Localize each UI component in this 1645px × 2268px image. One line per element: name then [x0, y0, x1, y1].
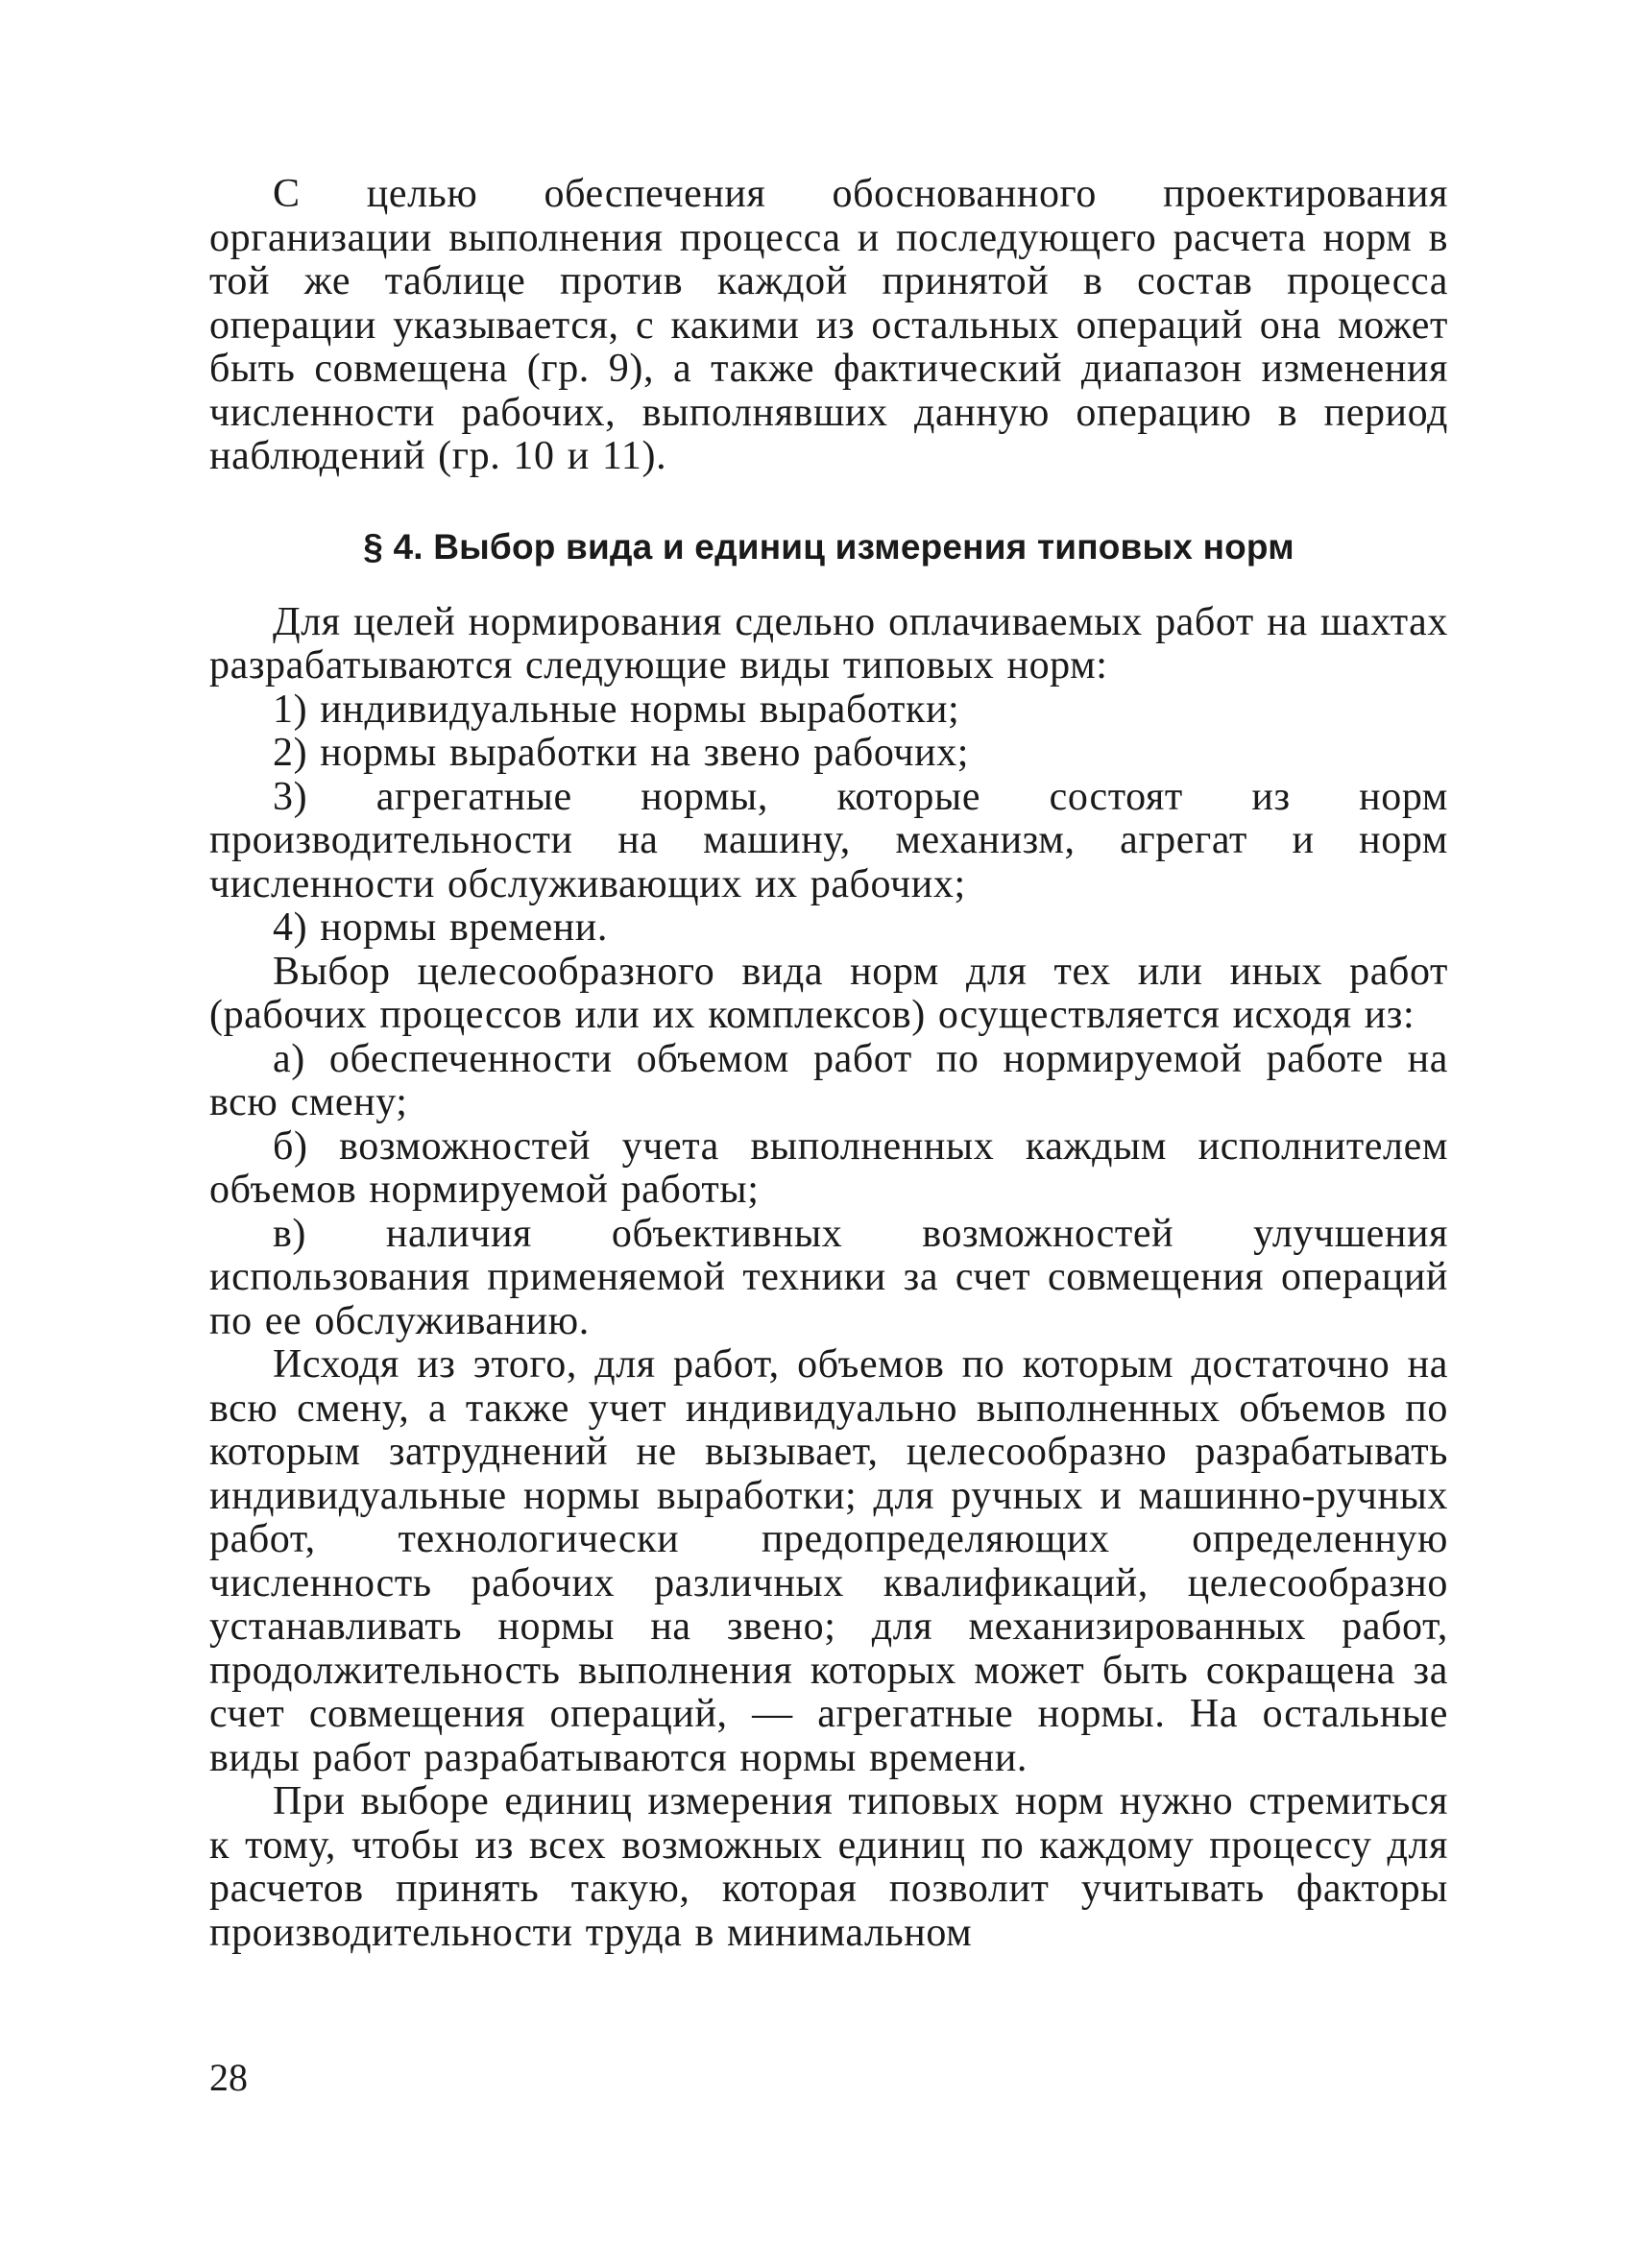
- norm-type-item: 1) индивидуальные нормы выработки;: [273, 687, 960, 732]
- criteria-item: а) обеспеченности объемом работ по нормируемой работе на всю смену;: [209, 1036, 1448, 1124]
- norm-type-item: 3) агрегатные нормы, которые состоят из норм производительности на машину, механизм, агрегат и норм численности обслуживающих их рабочих;: [209, 774, 1448, 906]
- norm-type-item: 4) нормы времени.: [273, 905, 608, 950]
- page-number: 28: [209, 2056, 248, 2099]
- conclusion-paragraph: Исходя из этого, для работ, объемов по которым достаточно на всю смену, а также учет индивидуально выполненных объемов по которым затруднений не вызывает, целесообразно разрабатывать индивидуальные нормы выработки; для ручных и машинно-ручных работ, технологически предопределяющих определенную численность рабочих различных квалификаций, целесообразно устанавливать нормы на звено; для механизированных работ, продолжительность выполнения которых может быть сокращена за счет совмещения операций, — агрегатные нормы. На остальные виды работ разрабатываются нормы времени.: [209, 1342, 1448, 1780]
- intro-paragraph: С целью обеспечения обоснованного проектирования организации выполнения процесса и последующего расчета норм в той же таблице против каждой принятой в состав процесса операции указывается, с какими из остальных операций она может быть совмещена (гр. 9), а также фактический диапазон изменения численности рабочих, выполнявших данную операцию в период наблюдений (гр. 10 и 11).: [209, 172, 1448, 478]
- units-paragraph: При выборе единиц измерения типовых норм нужно стремиться к тому, чтобы из всех возможных единиц по каждому процессу для расчетов принять такую, которая позволит учитывать факторы производительности труда в минимальном: [209, 1779, 1448, 1955]
- criteria-item: б) возможностей учета выполненных каждым исполнителем объемов нормируемой работы;: [209, 1123, 1448, 1212]
- page-body: [209, 173, 1448, 1955]
- criteria-item: в) наличия объективных возможностей улучшения использования применяемой техники за счет совмещения операций по ее обслуживанию.: [209, 1211, 1448, 1343]
- norm-type-item: 2) нормы выработки на звено рабочих;: [273, 731, 970, 775]
- choice-intro: Выбор целесообразного вида норм для тех или иных работ (рабочих процессов или их комплексов) осуществляется исходя из:: [209, 949, 1448, 1037]
- section-heading: § 4. Выбор вида и единиц измерения типовых норм: [363, 526, 1294, 567]
- norm-types-intro: Для целей нормирования сдельно оплачиваемых работ на шахтах разрабатываются следующие виды типовых норм:: [209, 599, 1448, 688]
